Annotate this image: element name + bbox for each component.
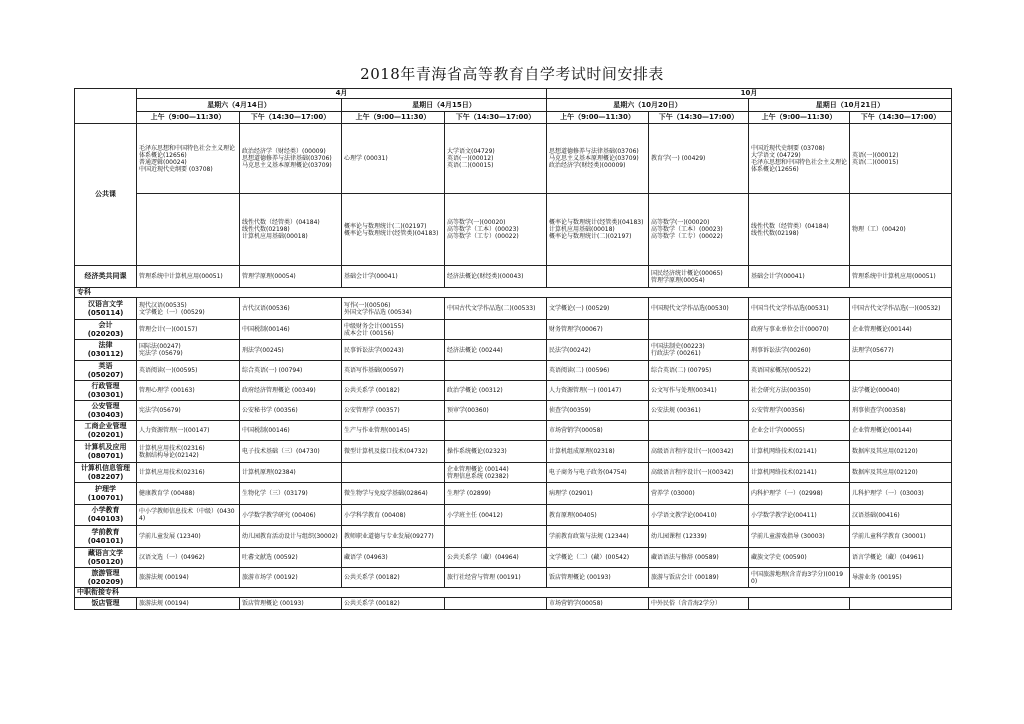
schedule-cell [749,598,850,610]
schedule-cell: 英语写作基础(00597) [342,361,445,381]
schedule-cell: 政治经济学（财经类）(00009) 思想道德修养与法律基础(03706) 马克思主义基本原理概论(03709) [240,124,342,194]
session-header: 下午（14:30—17:00） [445,112,547,124]
schedule-cell: 病理学 (02901) [547,483,649,505]
schedule-cell: 旅行社经营与管理 (00191) [445,568,547,588]
schedule-cell: 公共关系学（藏）(04964) [445,548,547,568]
schedule-cell [342,463,445,483]
schedule-cell: 侦查学(00359) [547,401,649,421]
schedule-cell: 电子技术基础（三）(04730) [240,441,342,463]
major-name: 旅游管理 (020209) [75,568,137,588]
session-header: 上午（9:00—11:30） [137,112,240,124]
schedule-cell: 线性代数（经管类）(04184) 线性代数(02198) 计算机应用基础(00018) [240,194,342,266]
schedule-cell: 基础会计学(00041) [342,266,445,288]
econ-course-row [75,266,952,288]
schedule-body [75,89,952,610]
schedule-cell: 饭店管理概论 (00193) [240,598,342,610]
schedule-cell: 英语国家概况(00522) [749,361,850,381]
section-label: 专科 [75,288,952,298]
section-label: 中职衔接专科 [75,588,952,598]
schedule-cell: 小学科学教育 (00408) [342,505,445,526]
schedule-cell: 中国现代文学作品选(00530) [649,298,749,320]
schedule-cell: 学前儿童游戏指导 (30003) [749,526,850,548]
schedule-cell: 幼儿园教育活动设计与组织(30002) [240,526,342,548]
major-row [75,548,952,568]
schedule-cell [850,598,952,610]
schedule-cell: 学前儿童发展 (12340) [137,526,240,548]
schedule-cell: 写作(一)(00506) 外国文学作品选 (00534) [342,298,445,320]
schedule-cell: 微型计算机及接口技术(04732) [342,441,445,463]
session-header: 下午（14:30—17:00） [850,112,952,124]
schedule-cell: 公安法规 (00361) [649,401,749,421]
schedule-cell: 大学语文(04729) 英语(一)(00012) 英语(二)(00015) [445,124,547,194]
header-row-months [75,89,952,99]
schedule-cell: 藏语语法与修辞 (00589) [649,548,749,568]
schedule-cell: 藏族文学史 (00590) [749,548,850,568]
section-row [75,588,952,598]
schedule-cell: 高级语言程序设计(一)(00342) [649,463,749,483]
major-name: 饭店管理 [75,598,137,610]
schedule-cell [649,320,749,340]
schedule-cell: 语言学概论（藏）(04961) [850,548,952,568]
header-row-days [75,99,952,112]
major-row [75,401,952,421]
schedule-cell: 管理系统中计算机应用(00051) [850,266,952,288]
schedule-cell: 管理会计(一)(00157) [137,320,240,340]
schedule-cell: 企业管理概论(00144) [850,320,952,340]
schedule-cell: 饭店管理概论 (00193) [547,568,649,588]
schedule-cell: 计算机原理(02384) [240,463,342,483]
major-name: 护理学 (100701) [75,483,137,505]
vocational-row [75,598,952,610]
schedule-cell: 旅游法规 (00194) [137,598,240,610]
schedule-cell: 高等数学(一)(00020) 高等数学（工本）(00023) 高等数学（工专）(00022) [445,194,547,266]
schedule-cell: 法理学(05677) [850,340,952,361]
major-name: 藏语言文学 (050120) [75,548,137,568]
session-header: 下午（14:30—17:00） [649,112,749,124]
schedule-cell: 电子商务与电子政务(04754) [547,463,649,483]
schedule-cell [137,194,240,266]
schedule-cell [445,421,547,441]
schedule-cell: 现代汉语(00535) 文学概论（一）(00529) [137,298,240,320]
schedule-cell: 中外民俗（含青海2学分） [649,598,749,610]
schedule-cell: 教师职业道德与专业发展(09277) [342,526,445,548]
schedule-cell: 数据库及其应用(02120) [850,441,952,463]
major-row [75,505,952,526]
schedule-cell [649,421,749,441]
schedule-cell: 预审学(00360) [445,401,547,421]
schedule-cell: 线性代数（经管类）(04184) 线性代数(02198) [749,194,850,266]
schedule-cell: 英语(一)(00012) 英语(二)(00015) [850,124,952,194]
schedule-cell: 宪法学(05679) [137,401,240,421]
schedule-cell: 生产与作业管理(00145) [342,421,445,441]
schedule-cell: 中国古代文学作品选(一)(00532) [850,298,952,320]
schedule-cell: 国际法(00247) 宪法学 (05679) [137,340,240,361]
major-name: 会计 (020203) [75,320,137,340]
day-header: 星期日（4月15日） [342,99,547,112]
schedule-cell: 国民经济统计概论(00065) 管理学原理(00054) [649,266,749,288]
schedule-cell: 刑法学(00245) [240,340,342,361]
schedule-cell: 刑事诉讼法学(00260) [749,340,850,361]
schedule-cell: 管理心理学 (00163) [137,381,240,401]
category-label: 公共课 [75,124,137,266]
schedule-cell: 旅游与饭店会计 (00189) [649,568,749,588]
schedule-cell: 旅游法规 (00194) [137,568,240,588]
schedule-cell: 学前教育政策与法规 (12344) [547,526,649,548]
public-course-row [75,124,952,194]
major-name: 公安管理 (030403) [75,401,137,421]
major-row [75,320,952,340]
schedule-cell: 计算机应用技术(02316) 数据结构导论(02142) [137,441,240,463]
schedule-cell: 政府经济管理概论 (00349) [240,381,342,401]
schedule-cell: 社会研究方法(00350) [749,381,850,401]
major-row [75,298,952,320]
schedule-cell: 古代汉语(00536) [240,298,342,320]
schedule-cell: 计算机组成原理(02318) [547,441,649,463]
schedule-cell: 微生物学与免疫学基础(02864) [342,483,445,505]
schedule-cell: 中国当代文学作品选(00531) [749,298,850,320]
schedule-cell: 英语阅读(二) (00596) [547,361,649,381]
schedule-cell: 操作系统概论(02323) [445,441,547,463]
major-name: 小学教育 (040103) [75,505,137,526]
schedule-cell: 公安管理学 (00357) [342,401,445,421]
schedule-cell: 小学语文教学论(00410) [649,505,749,526]
schedule-cell: 公共关系学 (00182) [342,598,445,610]
schedule-cell: 营养学 (03000) [649,483,749,505]
schedule-cell: 基础会计学(00041) [749,266,850,288]
major-row [75,361,952,381]
schedule-cell: 藏语学 (04963) [342,548,445,568]
schedule-cell: 小学数学教学论(00411) [749,505,850,526]
major-row [75,441,952,463]
schedule-cell: 吐蕃文献选 (00592) [240,548,342,568]
major-row [75,463,952,483]
schedule-cell: 管理系统中计算机应用(00051) [137,266,240,288]
schedule-cell: 中国古代文学作品选(二)(00533) [445,298,547,320]
schedule-cell: 民事诉讼法学(00243) [342,340,445,361]
schedule-cell: 文学概论（二）(藏）(00542) [547,548,649,568]
major-name: 汉语言文学 (050114) [75,298,137,320]
schedule-cell: 中国近现代史纲要 (03708) 大学语文 (04729) 毛泽东思想和中国特色社会主义理论体系概论(12656) [749,124,850,194]
schedule-cell: 政府与事业单位会计(00070) [749,320,850,340]
schedule-cell: 高等数学(一)(00020) 高等数学（工本）(00023) 高等数学（工专）(00022) [649,194,749,266]
schedule-cell: 高级语言程序设计(一)(00342) [649,441,749,463]
month-april: 4月 [137,89,547,99]
schedule-cell: 中国税制(00146) [240,320,342,340]
schedule-cell: 经济法概论 (00244) [445,340,547,361]
major-name: 计算机及应用 (080701) [75,441,137,463]
schedule-cell [547,266,649,288]
exam-schedule-table [74,88,952,610]
schedule-cell: 市场营销学(00058) [547,598,649,610]
schedule-cell: 中国法制史(00223) 行政法学 (00261) [649,340,749,361]
session-header: 上午（9:00—11:30） [547,112,649,124]
schedule-cell [445,320,547,340]
schedule-cell: 综合英语(二) (00795) [649,361,749,381]
schedule-cell: 数据库及其应用(02120) [850,463,952,483]
major-name: 计算机信息管理 (082207) [75,463,137,483]
schedule-cell: 公安管理学(00356) [749,401,850,421]
major-name: 工商企业管理 (020201) [75,421,137,441]
session-header: 上午（9:00—11:30） [342,112,445,124]
schedule-cell: 民法学(00242) [547,340,649,361]
category-label: 经济类共同课 [75,266,137,288]
schedule-cell: 小学数学教学研究 (00406) [240,505,342,526]
major-row [75,568,952,588]
schedule-cell: 教育学(一) (00429) [649,124,749,194]
schedule-cell: 计算机网络技术(02141) [749,441,850,463]
day-header: 星期六（10月20日） [547,99,749,112]
schedule-cell: 物理（工）(00420) [850,194,952,266]
schedule-cell: 企业管理概论(00144) [850,421,952,441]
section-row [75,288,952,298]
header-row-sessions [75,112,952,124]
schedule-cell: 幼儿园课程 (12339) [649,526,749,548]
schedule-cell: 市场营销学(00058) [547,421,649,441]
schedule-cell: 儿科护理学（一）(03003) [850,483,952,505]
schedule-cell: 中国税制(00146) [240,421,342,441]
major-name: 英语 (050207) [75,361,137,381]
schedule-cell: 计算机应用技术(02316) [137,463,240,483]
public-course-row [75,194,952,266]
schedule-cell: 政治学概论 (00312) [445,381,547,401]
day-header: 星期六（4月14日） [137,99,342,112]
schedule-cell: 旅游市场学 (00192) [240,568,342,588]
schedule-cell: 计算机网络技术(02141) [749,463,850,483]
schedule-cell: 公安秘书学 (00356) [240,401,342,421]
major-row [75,381,952,401]
schedule-cell: 综合英语(一) (00794) [240,361,342,381]
schedule-cell: 概率论与数理统计(二)(02197) 概率论与数理统计(经管类)(04183) [342,194,445,266]
day-header: 星期日（10月21日） [749,99,952,112]
schedule-cell: 公共关系学 (00182) [342,568,445,588]
schedule-cell: 健康教育学 (00488) [137,483,240,505]
schedule-cell: 中级财务会计(00155) 成本会计 (00156) [342,320,445,340]
schedule-cell: 小学班主任 (00412) [445,505,547,526]
session-header: 下午（14:30—17:00） [240,112,342,124]
schedule-cell: 管理学原理(00054) [240,266,342,288]
schedule-cell [445,598,547,610]
schedule-cell: 刑事侦查学(00358) [850,401,952,421]
schedule-cell: 汉语文选（一）(04962) [137,548,240,568]
schedule-cell: 财务管理学(00067) [547,320,649,340]
schedule-cell: 人力资源管理(一) (00147) [547,381,649,401]
schedule-cell: 概率论与数理统计(经管类)(04183) 计算机应用基础(00018) 概率论与数理统计(二)(02197) [547,194,649,266]
schedule-cell: 法学概论(00040) [850,381,952,401]
session-header: 上午（9:00—11:30） [749,112,850,124]
schedule-cell: 导游业务 (00195) [850,568,952,588]
major-name: 法律 (030112) [75,340,137,361]
schedule-cell: 学前儿童科学教育 (30001) [850,526,952,548]
schedule-cell: 毛泽东思想和中国特色社会主义理论体系概论(12656) 普通逻辑(00024) 中国近现代史纲要 (03708) [137,124,240,194]
schedule-cell [850,361,952,381]
major-row [75,483,952,505]
schedule-cell: 人力资源管理(一)(00147) [137,421,240,441]
major-name: 学前教育 (040101) [75,526,137,548]
schedule-cell: 汉语基础(00416) [850,505,952,526]
major-row [75,526,952,548]
schedule-cell: 文学概论(一) (00529) [547,298,649,320]
schedule-cell: 经济法概论(财经类)(00043) [445,266,547,288]
schedule-cell [445,361,547,381]
major-row [75,340,952,361]
corner-cell [75,89,137,124]
schedule-cell: 生理学 (02899) [445,483,547,505]
schedule-cell [445,526,547,548]
schedule-cell: 企业会计学(00055) [749,421,850,441]
schedule-cell: 中国旅游地理(含青海3学分)(00190) [749,568,850,588]
page-title: 2018年青海省高等教育自学考试时间安排表 [360,65,664,83]
schedule-cell: 公共关系学 (00182) [342,381,445,401]
major-row [75,421,952,441]
major-name: 行政管理 (030301) [75,381,137,401]
schedule-cell: 企业管理概论 (00144) 管理信息系统 (02382) [445,463,547,483]
schedule-cell: 教育原理(00405) [547,505,649,526]
schedule-cell: 思想道德修养与法律基础(03706) 马克思主义基本原理概论(03709) 政治经济学(财经类)(00009) [547,124,649,194]
month-october: 10月 [547,89,952,99]
schedule-cell: 生物化学（三）(03179) [240,483,342,505]
schedule-cell: 英语阅读(一)(00595) [137,361,240,381]
schedule-cell: 中小学教师信息技术（中级）(04304) [137,505,240,526]
schedule-cell: 内科护理学（一）(02998) [749,483,850,505]
schedule-cell: 心理学 (00031) [342,124,445,194]
schedule-cell: 公文写作与处理(00341) [649,381,749,401]
